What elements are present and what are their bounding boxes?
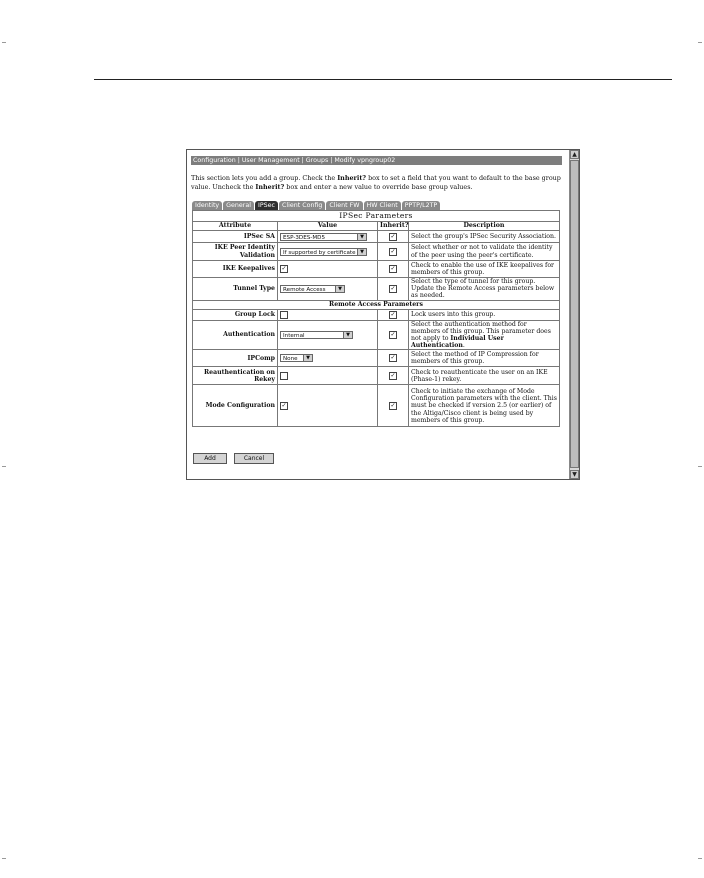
dropdown-arrow-icon: ▼: [357, 234, 366, 240]
ike-peer-inherit-checkbox[interactable]: ✓: [390, 247, 396, 255]
mode-configuration-inherit-checkbox[interactable]: ✓: [390, 401, 396, 409]
attribute-label: IPComp: [193, 350, 278, 367]
table-row: [193, 261, 560, 278]
inherit-cell: [378, 320, 409, 350]
page-content: [187, 150, 568, 479]
tab-client-config[interactable]: Client Config: [279, 201, 325, 210]
attribute-label: Reauthentication on Rekey: [193, 367, 278, 385]
select-value: ESP-3DES-MD5: [283, 234, 326, 241]
inherit-cell: [378, 261, 409, 278]
value-cell: [278, 367, 378, 385]
description-bold: Individual User Authentication: [411, 335, 504, 350]
authentication-inherit-checkbox[interactable]: ✓: [390, 331, 396, 339]
inherit-cell: [378, 309, 409, 320]
intro-text: [191, 174, 565, 191]
attribute-label: Mode Configuration: [193, 385, 278, 427]
description-text: Select the authentication method for members of this group. This parameter does not apply to: [411, 320, 551, 343]
inherit-cell: [378, 385, 409, 427]
table-row: [193, 243, 560, 261]
description: Select whether or not to validate the identity of the peer using the peer's certificate.: [409, 243, 560, 261]
attribute-label: Tunnel Type: [193, 278, 278, 301]
page-rule: [94, 79, 672, 80]
table-row: [193, 278, 560, 301]
ike-keepalives-checkbox[interactable]: ✓: [281, 265, 287, 272]
table-row: [193, 385, 560, 427]
scroll-down-arrow-icon[interactable]: ▼: [570, 470, 579, 479]
intro-part: box and enter a new value to override base group values.: [284, 182, 473, 191]
table-row: [193, 309, 560, 320]
ipcomp-inherit-checkbox[interactable]: ✓: [390, 354, 396, 362]
column-header: Description: [409, 222, 560, 231]
ipcomp-select[interactable]: [280, 354, 313, 362]
tab-client-fw[interactable]: Client FW: [326, 201, 362, 210]
tab-hw-client[interactable]: HW Client: [364, 201, 401, 210]
intro-part: This section lets you add a group. Check the: [191, 174, 338, 182]
inherit-cell: [378, 278, 409, 301]
description: [409, 320, 560, 350]
attribute-label: IPSec SA: [193, 231, 278, 243]
section-header-row: [193, 300, 560, 309]
tab-bar: [192, 201, 440, 210]
scroll-up-arrow-icon[interactable]: ▲: [570, 150, 579, 159]
attribute-label: Authentication: [193, 320, 278, 350]
description: Check to reauthenticate the user on an IKE (Phase-1) rekey.: [409, 367, 560, 385]
authentication-select[interactable]: [280, 331, 353, 339]
cancel-button[interactable]: Cancel: [234, 453, 274, 464]
group-lock-inherit-checkbox[interactable]: ✓: [390, 310, 396, 318]
attribute-label: IKE Peer Identity Validation: [193, 243, 278, 261]
attribute-label: IKE Keepalives: [193, 261, 278, 278]
mode-configuration-checkbox[interactable]: ✓: [281, 401, 287, 409]
value-cell: [278, 385, 378, 427]
dropdown-arrow-icon: ▼: [303, 355, 312, 361]
inherit-cell: [378, 367, 409, 385]
table-title: IPSec Parameters: [193, 211, 560, 222]
description: Select the method of IP Compression for members of this group.: [409, 350, 560, 367]
intro-bold: Inherit?: [255, 182, 285, 191]
value-cell: [278, 261, 378, 278]
tab-ipsec[interactable]: IPSec: [255, 201, 278, 210]
dropdown-arrow-icon: ▼: [335, 286, 344, 292]
table-row: [193, 320, 560, 350]
browser-frame: [186, 149, 580, 480]
dropdown-arrow-icon: ▼: [343, 332, 352, 338]
tunnel-type-select[interactable]: [280, 285, 345, 293]
description: Check to enable the use of IKE keepalives for members of this group.: [409, 261, 560, 278]
form-buttons: [193, 453, 274, 464]
select-value: If supported by certificate: [283, 249, 356, 256]
ike-peer-validation-select[interactable]: [280, 248, 367, 256]
column-header: Value: [278, 222, 378, 231]
tunnel-type-inherit-checkbox[interactable]: ✓: [390, 284, 396, 292]
value-cell: [278, 278, 378, 301]
description: Lock users into this group.: [409, 309, 560, 320]
tab-general[interactable]: General: [223, 201, 254, 210]
ipsec-sa-select[interactable]: [280, 233, 367, 241]
description-text: .: [462, 342, 465, 350]
crop-mark: [2, 858, 6, 859]
select-value: Internal: [283, 333, 305, 340]
table-row: [193, 350, 560, 367]
crop-mark: [698, 466, 702, 467]
column-header: Inherit?: [378, 222, 409, 231]
table-header-row: [193, 222, 560, 231]
ipsec-sa-inherit-checkbox[interactable]: ✓: [390, 232, 396, 240]
intro-bold: Inherit?: [337, 174, 367, 182]
select-value: None: [283, 356, 298, 363]
crop-mark: [2, 42, 6, 43]
value-cell: [278, 243, 378, 261]
value-cell: [278, 309, 378, 320]
ipsec-parameters-table: [192, 210, 560, 427]
breadcrumb: Configuration | User Management | Groups | Modify vpngroup02: [191, 156, 562, 165]
value-cell: [278, 320, 378, 350]
crop-mark: [698, 858, 702, 859]
reauthentication-inherit-checkbox[interactable]: ✓: [390, 371, 396, 379]
attribute-label: Group Lock: [193, 309, 278, 320]
tab-pptp-l2tp[interactable]: PPTP/L2TP: [402, 201, 441, 210]
dropdown-arrow-icon: ▼: [357, 249, 366, 255]
intro-part: box to set a field that you want to default to the base group value. Uncheck the: [191, 174, 561, 191]
group-lock-checkbox[interactable]: [280, 311, 288, 319]
scrollbar-thumb[interactable]: [570, 160, 579, 468]
inherit-cell: [378, 350, 409, 367]
reauthentication-checkbox[interactable]: [280, 372, 288, 380]
column-header: Attribute: [193, 222, 278, 231]
crop-mark: [2, 466, 6, 467]
section-title: Remote Access Parameters: [193, 300, 560, 309]
tab-identity[interactable]: Identity: [192, 201, 222, 210]
table-row: [193, 367, 560, 385]
description: Check to initiate the exchange of Mode Configuration parameters with the client. This must be checked if version 2.5 (or earlier) of the Altiga/Cisco client is being used by members of this group.: [409, 385, 560, 427]
inherit-cell: [378, 231, 409, 243]
value-cell: [278, 231, 378, 243]
value-cell: [278, 350, 378, 367]
inherit-cell: [378, 243, 409, 261]
add-button[interactable]: Add: [193, 453, 227, 464]
table-row: [193, 231, 560, 243]
description: Select the type of tunnel for this group. Update the Remote Access parameters below as needed.: [409, 278, 560, 301]
vertical-scrollbar[interactable]: [569, 150, 579, 479]
ike-keepalives-inherit-checkbox[interactable]: ✓: [390, 265, 396, 272]
select-value: Remote Access: [283, 286, 326, 293]
description: Select the group's IPSec Security Association.: [409, 231, 560, 243]
crop-mark: [698, 42, 702, 43]
